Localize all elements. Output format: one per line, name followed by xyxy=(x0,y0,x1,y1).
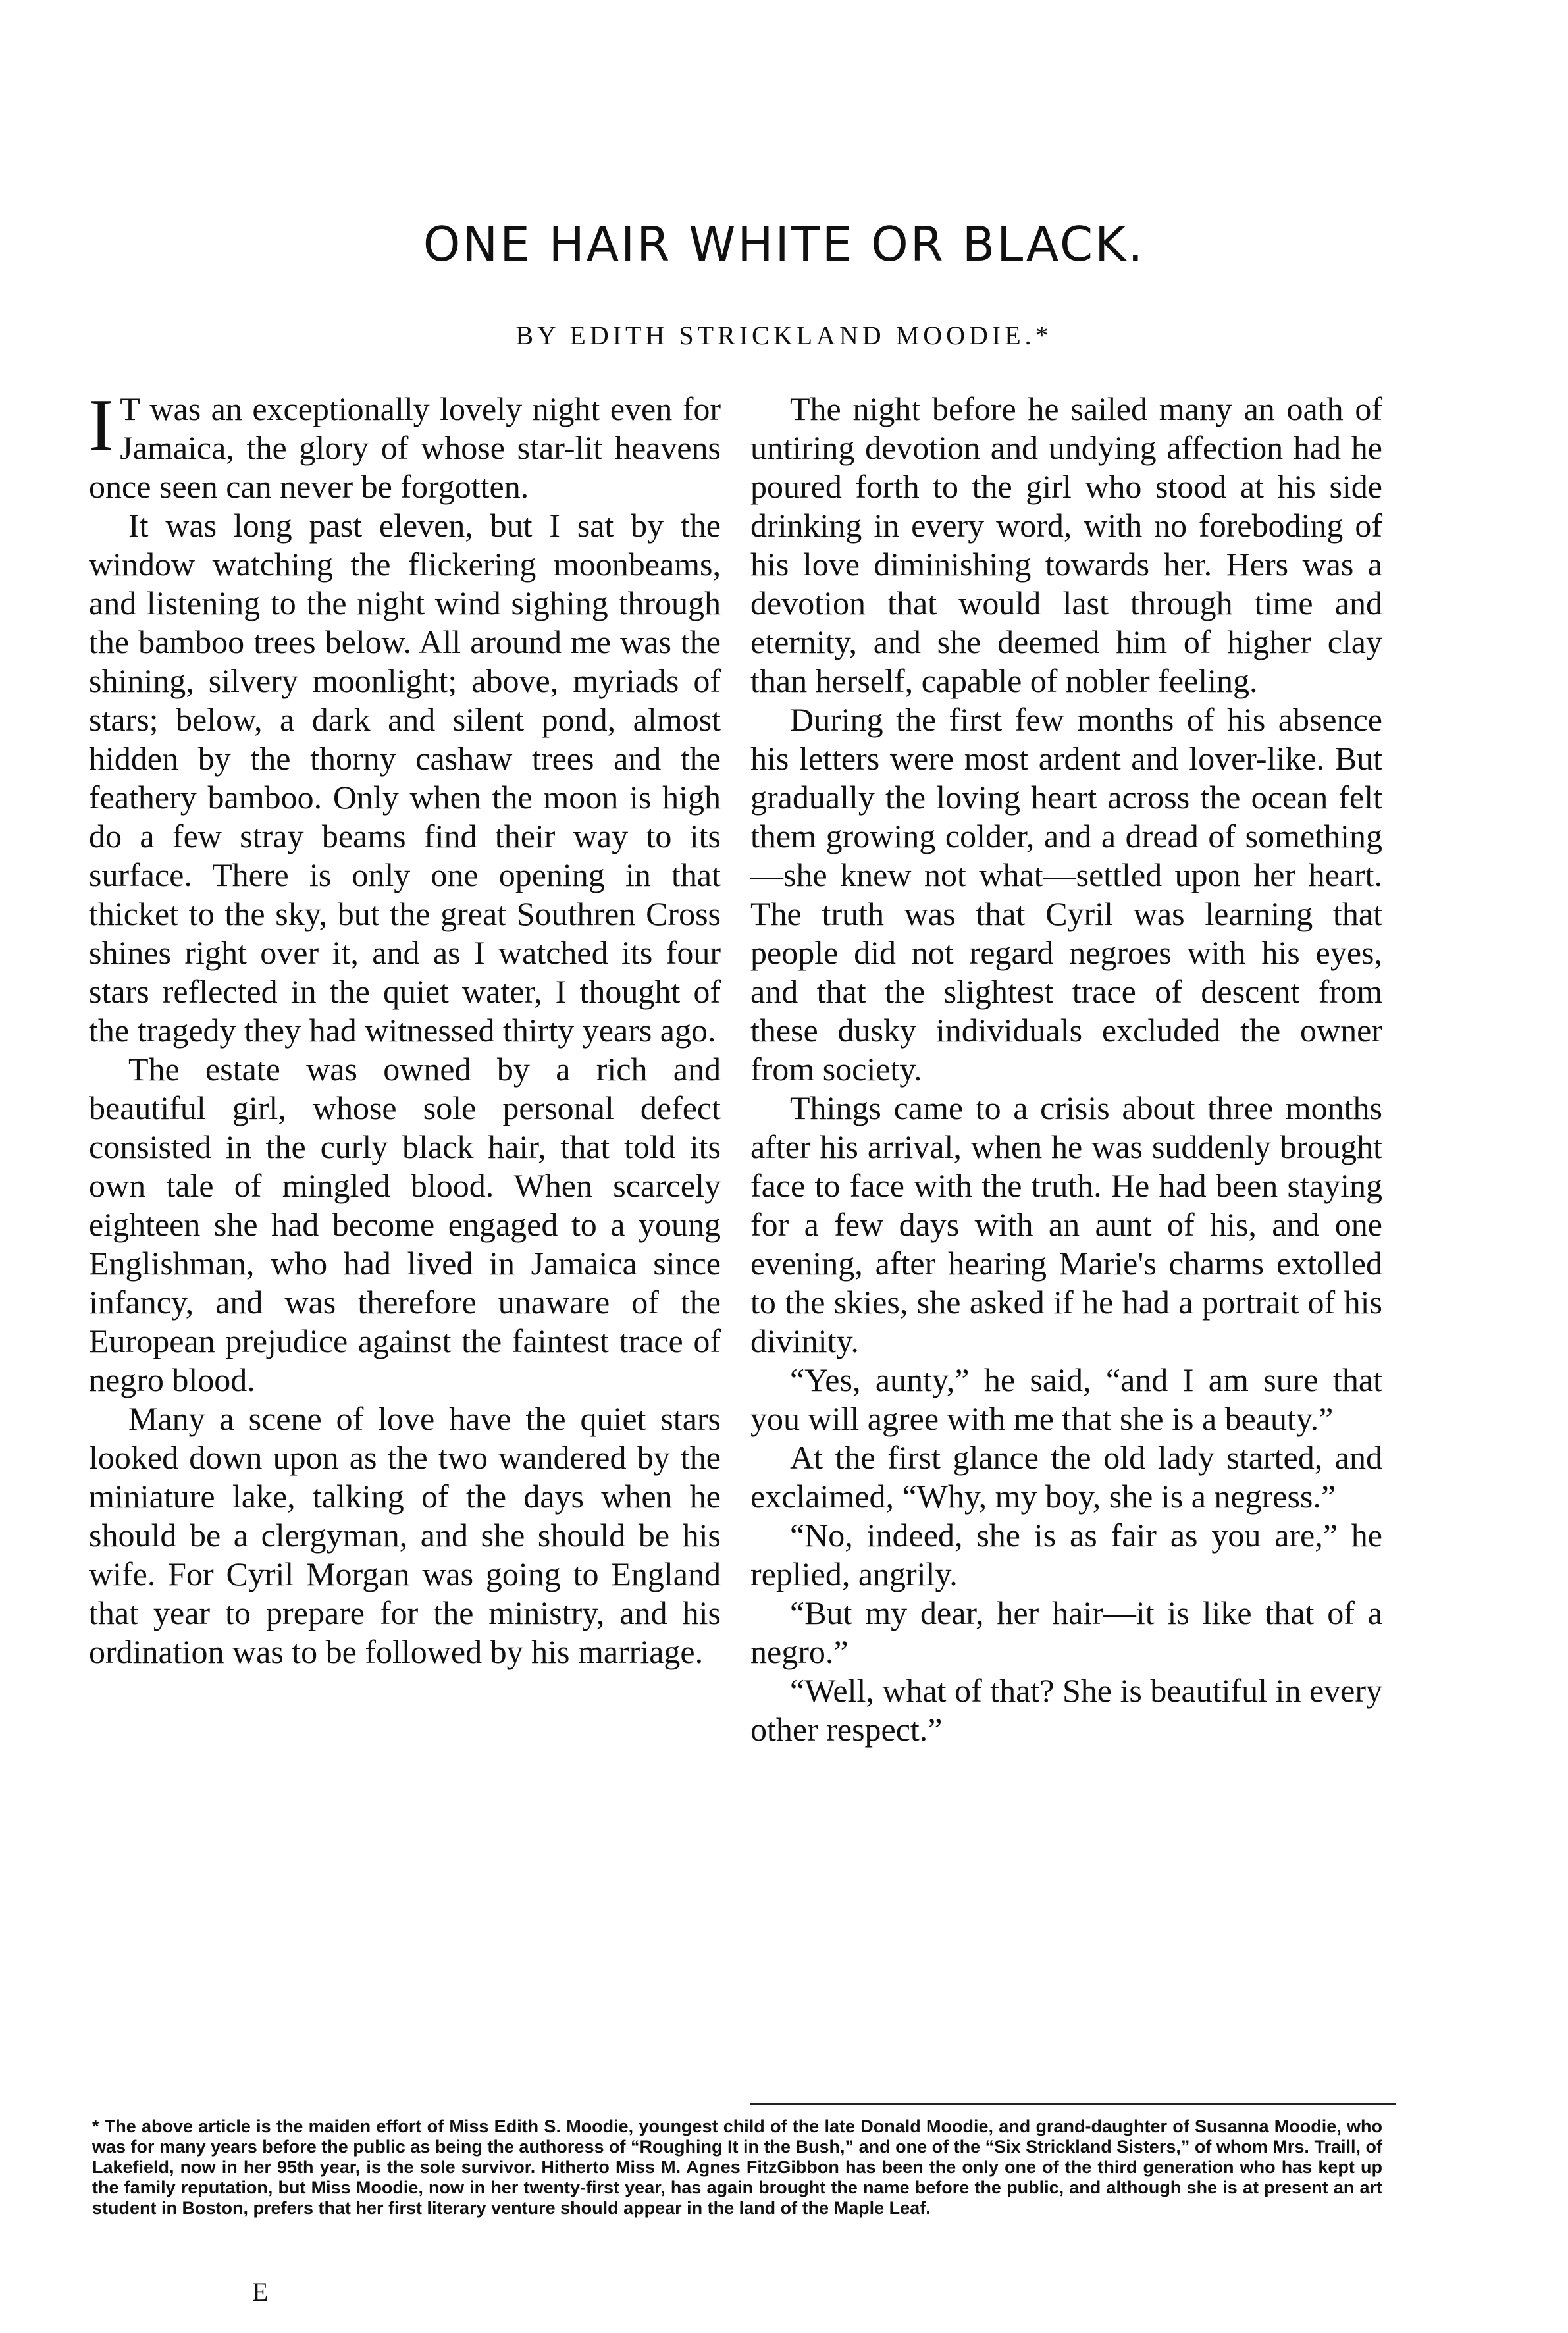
drop-cap: I xyxy=(89,384,114,466)
paragraph-text: T was an exceptionally lovely night even for Jamaica, the glory of whose star-lit heavens once seen can never be forgotten. xyxy=(89,390,721,505)
paragraph: At the first glance the old lady started, and exclaimed, “Why, my boy, she is a negress.” xyxy=(750,1439,1382,1515)
paragraph: Things came to a crisis about three months after his arrival, when he was suddenly brought face to face with the truth. He had been staying for a few days with an aunt of his, and one evening, after hearing Marie's charms extolled to the skies, she asked if he had a portrait of his divinity. xyxy=(750,1089,1382,1359)
footnote-divider xyxy=(750,2103,1396,2105)
paragraph: “Well, what of that? She is beautiful in every other respect.” xyxy=(750,1672,1382,1748)
article-title: ONE HAIR WHITE OR BLACK. xyxy=(423,217,1145,272)
left-column xyxy=(89,384,721,1671)
paragraph: The night before he sailed many an oath of untiring devotion and undying affection had he poured forth to the girl who stood at his side drinking in every word, with no foreboding of his love diminishing towards her. Hers was a devotion that would last through time and eternity, and she deemed him of higher clay than herself, capable of nobler feeling. xyxy=(750,390,1382,699)
paragraph: It was long past eleven, but I sat by the window watching the flickering moonbeams, and listening to the night wind sighing through the bamboo trees below. All around me was the shining, silvery moonlight; above, myriads of stars; below, a dark and silent pond, almost hidden by the thorny cashaw trees and the feathery bamboo. Only when the moon is high do a few stray beams find their way to its surface. There is only one opening in that thicket to the sky, but the great Southren Cross shines right over it, and as I watched its four stars reflected in the quiet water, I thought of the tragedy they had witnessed thirty years ago. xyxy=(89,507,721,1049)
footnote: * The above article is the maiden effort of Miss Edith S. Moodie, youngest child of the late Donald Moodie, and grand-daughter of Susanna Moodie, who was for many years before the public as being the authoress of “Roughing It in the Bush,” and one of the “Six Strickland Sisters,” of whom Mrs. Traill, of Lakefield, now in her 95th year, is the sole survivor. Hitherto Miss M. Agnes FitzGibbon has been the only one of the third generation who has kept up the family reputation, but Miss Moodie, now in her twenty-first year, has again brought the name before the public, and although she is at present an art student in Boston, prefers that her first literary venture should appear in the land of the Maple Leaf. xyxy=(92,2116,1382,2218)
signature-mark: E xyxy=(252,2277,269,2307)
paragraph: Many a scene of love have the quiet stars looked down upon as the two wandered by the miniature lake, talking of the days when he should be a clergyman, and she should be his wife. For Cyril Morgan was going to England that year to prepare for the ministry, and his ordination was to be followed by his marriage. xyxy=(89,1400,721,1670)
right-column xyxy=(750,390,1382,1749)
paragraph xyxy=(89,384,721,506)
paragraph: “Yes, aunty,” he said, “and I am sure that you will agree with me that she is a beauty.” xyxy=(750,1361,1382,1437)
paragraph: The estate was owned by a rich and beautiful girl, whose sole personal defect consisted in the curly black hair, that told its own tale of mingled blood. When scarcely eighteen she had become engaged to a young Englishman, who had lived in Jamaica since infancy, and was therefore unaware of the European prejudice against the faintest trace of negro blood. xyxy=(89,1051,721,1398)
article-byline: BY EDITH STRICKLAND MOODIE.* xyxy=(515,321,1053,350)
paragraph: “But my dear, her hair—it is like that of a negro.” xyxy=(750,1594,1382,1670)
paragraph: During the first few months of his absence his letters were most ardent and lover-like. But gradually the loving heart across the ocean felt them growing colder, and a dread of something—she knew not what—settled upon her heart. The truth was that Cyril was learning that people did not regard negroes with his eyes, and that the slightest trace of descent from these dusky individuals excluded the owner from society. xyxy=(750,701,1382,1088)
paragraph: “No, indeed, she is as fair as you are,” he replied, angrily. xyxy=(750,1517,1382,1592)
